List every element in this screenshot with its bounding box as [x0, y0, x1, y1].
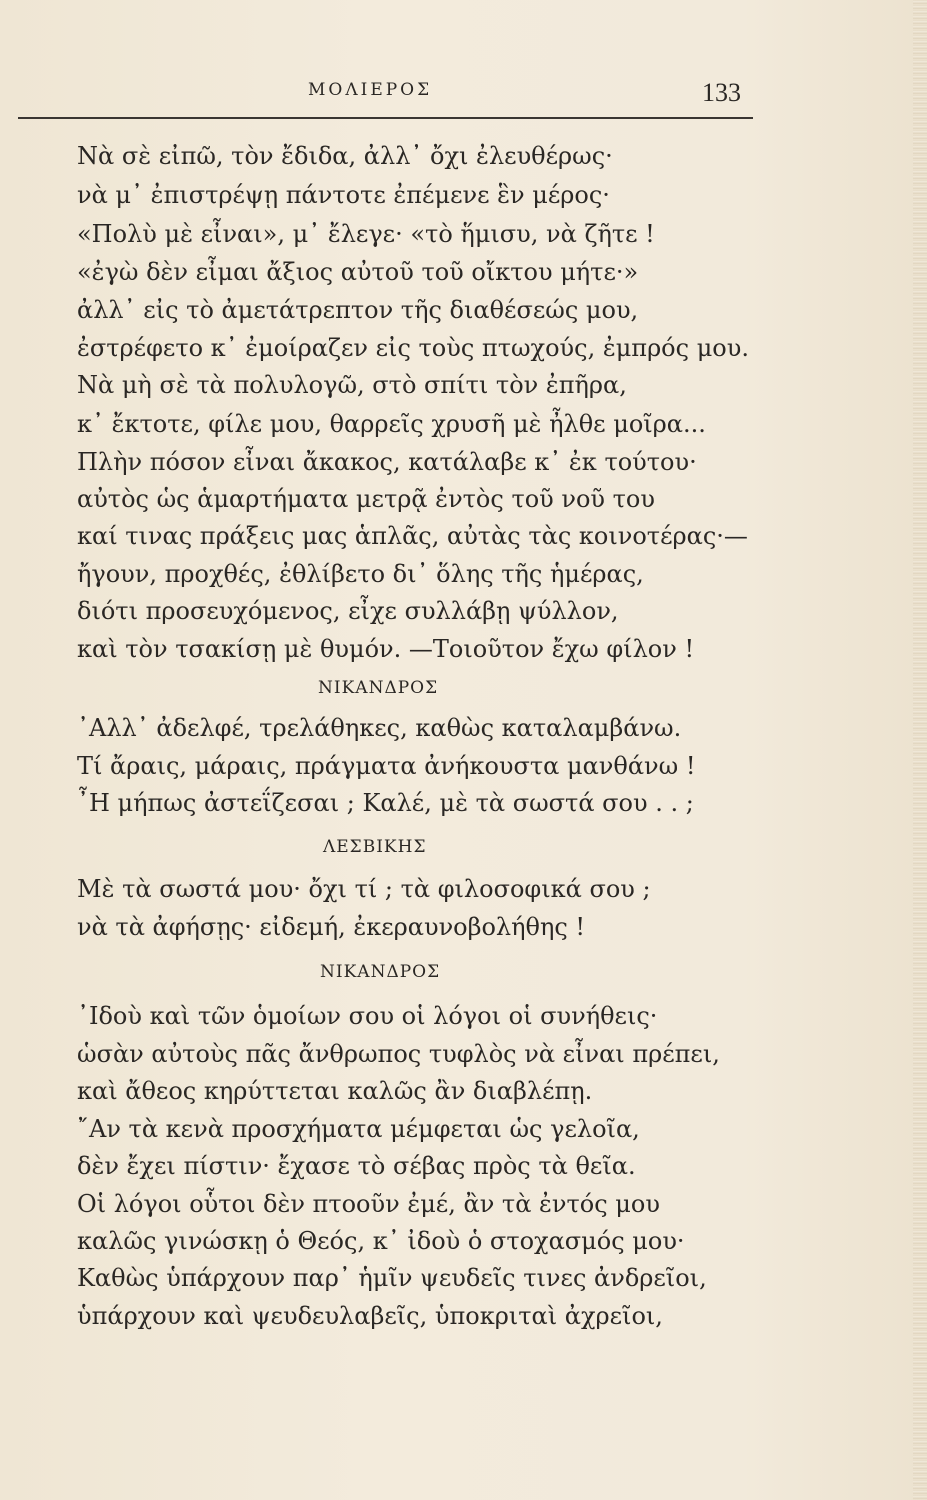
verse-line: καὶ ἄθεος κηρύττεται καλῶς ἂν διαβλέπῃ.	[77, 1077, 593, 1105]
running-title: ΜΟΛΙΕΡΟΣ	[308, 80, 433, 100]
verse-line: καλῶς γινώσκῃ ὁ Θεός, κ᾽ ἰδοὺ ὁ στοχασμός μου·	[77, 1227, 685, 1255]
verse-line: Νὰ μὴ σὲ τὰ πολυλογῶ, στὸ σπίτι τὸν ἐπῆρα,	[77, 371, 627, 399]
verse-line: ἐστρέφετο κ᾽ ἐμοίραζεν εἰς τοὺς πτωχούς, ἐμπρός μου.	[77, 334, 749, 362]
verse-line: ᾽Ιδοὺ καὶ τῶν ὁμοίων σου οἱ λόγοι οἱ συνήθεις·	[77, 1002, 658, 1030]
verse-line: ὡσὰν αὐτοὺς πᾶς ἄνθρωπος τυφλὸς νὰ εἶναι πρέπει,	[77, 1040, 720, 1068]
verse-line: ὑπάρχουν καὶ ψευδευλαβεῖς, ὑποκριταὶ ἀχρεῖοι,	[77, 1302, 663, 1330]
page-edge	[913, 0, 927, 1500]
speaker-name: ΝΙΚΑΝΔΡΟΣ	[320, 962, 441, 982]
verse-line: Οἱ λόγοι οὗτοι δὲν πτοοῦν ἐμέ, ἂν τὰ ἐντός μου	[77, 1190, 660, 1218]
verse-line: Πλὴν πόσον εἶναι ἄκακος, κατάλαβε κ᾽ ἐκ τούτου·	[77, 448, 697, 476]
header-rule	[18, 117, 753, 119]
verse-line: αὐτὸς ὡς ἁμαρτήματα μετρᾷ ἐντὸς τοῦ νοῦ του	[77, 485, 655, 513]
verse-line: Μὲ τὰ σωστά μου· ὄχι τί ; τὰ φιλοσοφικά σου ;	[77, 875, 651, 903]
verse-line: δὲν ἔχει πίστιν· ἔχασε τὸ σέβας πρὸς τὰ θεῖα.	[77, 1152, 636, 1180]
verse-line: καί τινας πράξεις μας ἁπλᾶς, αὐτὰς τὰς κοινοτέρας·—	[77, 522, 748, 550]
verse-line: Τί ἄραις, μάραις, πράγματα ἀνήκουστα μανθάνω !	[77, 752, 696, 780]
verse-line: ῏Η μήπως ἀστεΐζεσαι ; Καλέ, μὲ τὰ σωστά σου . . ;	[77, 789, 694, 817]
verse-line: ἤγουν, προχθές, ἐθλίβετο δι᾽ ὅλης τῆς ἡμέρας,	[77, 560, 644, 588]
verse-line: «Πολὺ μὲ εἶναι», μ᾽ ἔλεγε· «τὸ ἥμισυ, νὰ ζῆτε !	[77, 220, 655, 248]
verse-line: «ἐγὼ δὲν εἶμαι ἄξιος αὐτοῦ τοῦ οἴκτου μήτε·»	[77, 258, 639, 286]
speaker-name: ΝΙΚΑΝΔΡΟΣ	[318, 678, 439, 698]
page-number: 133	[702, 78, 741, 107]
verse-line: κ᾽ ἔκτοτε, φίλε μου, θαρρεῖς χρυσῆ μὲ ἦλθε μοῖρα...	[77, 410, 706, 438]
verse-line: Νὰ σὲ εἰπῶ, τὸν ἔδιδα, ἀλλ᾽ ὄχι ἐλευθέρως·	[77, 142, 613, 170]
verse-line: νὰ τὰ ἀφήσῃς· εἰδεμή, ἐκεραυνοβολήθης !	[77, 913, 586, 941]
verse-line: ῎Αν τὰ κενὰ προσχήματα μέμφεται ὡς γελοῖα,	[77, 1115, 640, 1143]
verse-line: καὶ τὸν τσακίσῃ μὲ θυμόν. —Τοιοῦτον ἔχω φίλον !	[77, 635, 695, 663]
verse-line: νὰ μ᾽ ἐπιστρέψῃ πάντοτε ἐπέμενε ἓν μέρος·	[77, 181, 610, 209]
speaker-name: ΛΕΣΒΙΚΗΣ	[323, 837, 427, 857]
verse-line: ἀλλ᾽ εἰς τὸ ἀμετάτρεπτον τῆς διαθέσεώς μου,	[77, 296, 639, 324]
verse-line: ᾽Αλλ᾽ ἀδελφέ, τρελάθηκες, καθὼς καταλαμβάνω.	[77, 714, 682, 742]
verse-line: Καθὼς ὑπάρχουν παρ᾽ ἡμῖν ψευδεῖς τινες ἀνδρεῖοι,	[77, 1264, 707, 1292]
verse-line: διότι προσευχόμενος, εἶχε συλλάβῃ ψύλλον,	[77, 597, 619, 625]
